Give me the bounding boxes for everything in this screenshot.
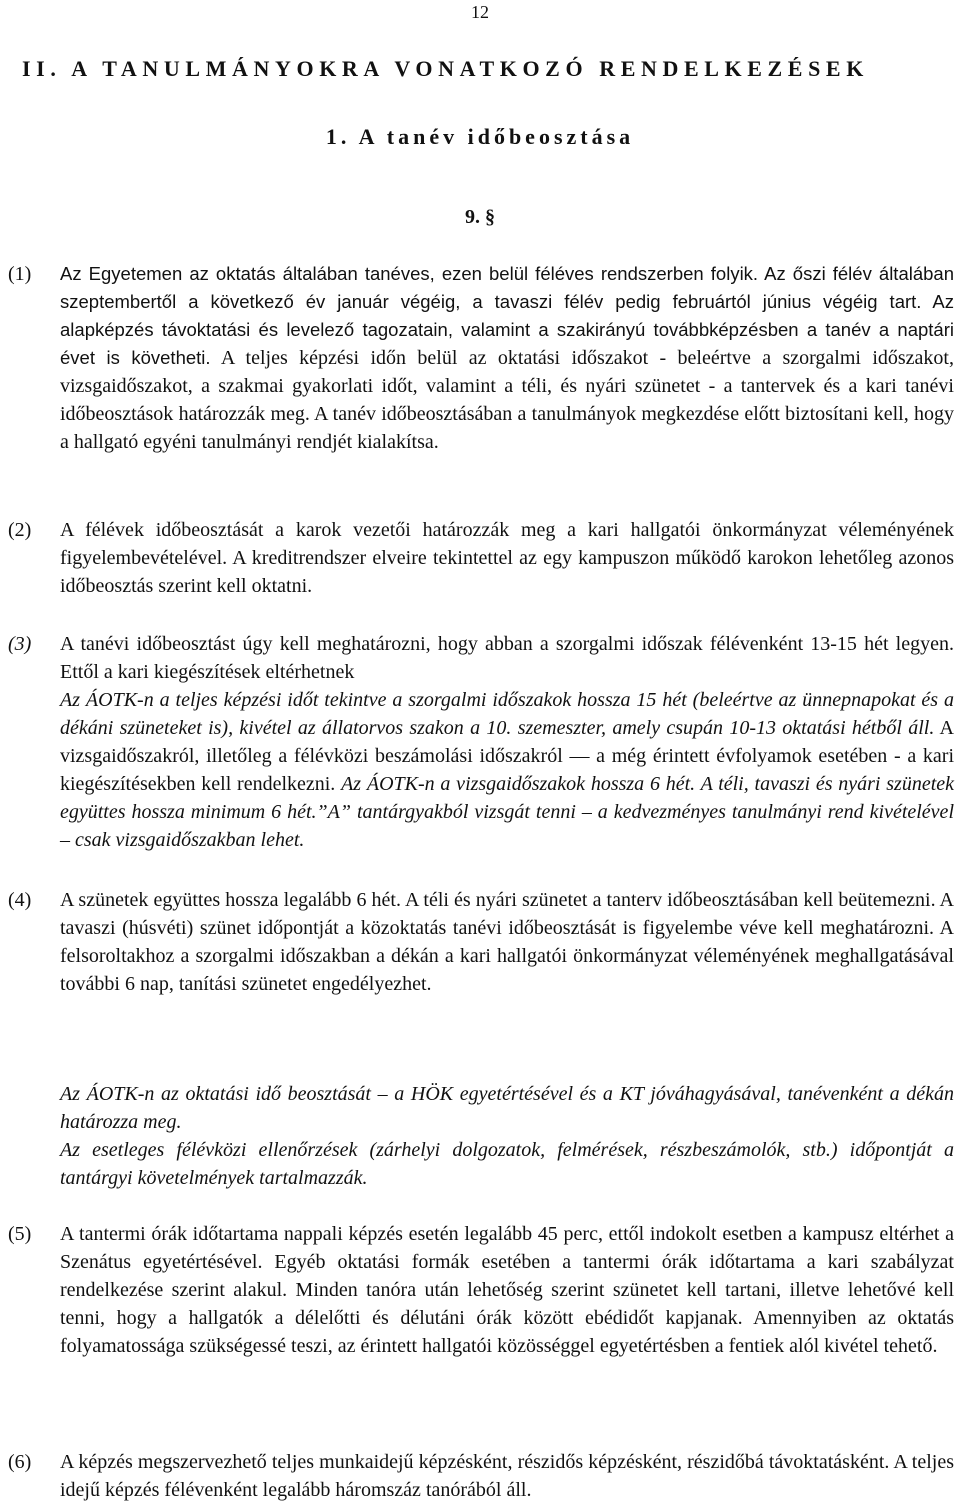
- faculty-note-2: Az esetleges félévközi ellenőrzések (zárhelyi dolgozatok, felmérések, részbeszámolók, stb.) időpontját a tantárgyi követelmények tartalmazzák.: [60, 1139, 954, 1189]
- paragraph-number: (1): [8, 263, 32, 285]
- paragraph-text: Ettől a kari kiegészítések eltérhetnek: [60, 661, 355, 683]
- article-title: 9. §: [465, 206, 495, 228]
- paragraph-text: Az Egyetemen az oktatás általában tanéves, ezen belül féléves rendszerben folyik. Az őszi félév általában szeptembertől a következő év január végéig, a tavaszi félév pedig februártól június végéig tart. Az alapképzés távoktatási és levelező tagozatain, valamint a szakirányú továbbképzésben a tanév a naptári évet is követheti.: [60, 263, 954, 368]
- paragraph-1: [8, 260, 954, 456]
- paragraph-number: (3): [8, 633, 32, 655]
- faculty-note-1: Az ÁOTK-n az oktatási idő beosztását – a HÖK egyetértésével és a KT jóváhagyásával, tanévenként a dékán határozza meg.: [60, 1083, 954, 1133]
- paragraph-number: (2): [8, 519, 32, 541]
- paragraph-3: [8, 630, 954, 854]
- page-number: 12: [471, 2, 489, 22]
- part-title: II. A TANULMÁNYOKRA VONATKOZÓ RENDELKEZÉSEK: [22, 56, 869, 81]
- paragraph-number: (4): [8, 889, 32, 911]
- section-title: 1. A tanév időbeosztása: [325, 124, 635, 149]
- paragraph-text: A vizsgaidőszakról, illetőleg a félévközi beszámolási időszakról — a még érintett évfolyamok esetében - a kari kiegészítésekben kell rendelkezni.: [60, 717, 954, 795]
- paragraph-2: [8, 516, 954, 600]
- paragraph-text: A kreditrendszer elveire tekintettel az egy kampuszon működő karokon lehetőleg azonos időbeosztás szerint kell oktatni.: [60, 547, 954, 597]
- paragraph-6: [8, 1448, 954, 1504]
- paragraph-text: A tanévi időbeosztást úgy kell meghatározni, hogy abban a szorgalmi időszak félévenként 13-15 hét legyen.: [60, 633, 954, 655]
- paragraph-number: (6): [8, 1451, 32, 1473]
- paragraph-text: A tantermi órák időtartama nappali képzés esetén legalább 45 perc, ettől indokolt esetben a kampusz eltérhet a Szenátus egyetértésével. Egyéb oktatási formák esetében a tantermi órák időtartama a kari szabályzat rendelkezése szerint alakul. Minden tanóra után lehetőség szerint szünetet kell tartani, illetve lehetővé kell tenni, hogy a hallgatók a délelőtti és délutáni órák között ebédidőt kapjanak. Amennyiben az oktatás folyamatossága szükségessé teszi, az érintett hallgatói közösséggel egyetértésben a fentiek alól kivétel tehető.: [60, 1223, 954, 1357]
- paragraph-text: A félévek időbeosztását a karok vezetői határozzák meg a kari hallgatói önkormányzat véleményének figyelembevételével.: [60, 519, 954, 569]
- paragraph-number: (5): [8, 1223, 32, 1245]
- paragraph-text: A képzés megszervezhető teljes munkaidejű képzésként, részidős képzésként, részidőbá távoktatásként. A teljes idejű képzés félévenként legalább háromszáz tanórából áll.: [60, 1451, 954, 1501]
- paragraph-text: A teljes képzési időn belül az oktatási időszakot - beleértve a szorgalmi időszakot, vizsgaidőszakot, a szakmai gyakorlati időt, valamint a téli, és nyári szünetet - a tantervek és a kari tanévi időbeosztások határozzák meg. A tanév időbeosztásában a tanulmányok megkezdése előtt biztosítani kell, hogy a hallgató egyéni tanulmányi rendjét kialakítsa.: [60, 347, 954, 453]
- paragraph-5: [8, 1220, 954, 1360]
- paragraph-text-italic: Az ÁOTK-n a vizsgaidőszakok hossza 6 hét. A téli, tavaszi és nyári szünetek együttes hossza minimum 6 hét.”A” tantárgyakból vizsgát tenni – a kedvezményes tanulmányi rend kivételével – csak vizsgaidőszakban lehet.: [60, 773, 955, 851]
- paragraph-4: [8, 886, 954, 998]
- paragraph-text: A szünetek együttes hossza legalább 6 hét. A téli és nyári szünetet a tanterv időbeosztásában kell beütemezni. A tavaszi (húsvéti) szünet időpontját a közoktatás tanévi időbeosztását is figyelembe véve kell meghatározni. A felsoroltakhoz a szorgalmi időszakban a dékán a kari hallgatói önkormányzat véleményének meghallgatásával további 6 nap, tanítási szünetet engedélyezhet.: [60, 889, 954, 995]
- paragraph-text-italic: Az ÁOTK-n a teljes képzési időt tekintve a szorgalmi időszakok hossza 15 hét (beleértve az ünnepnapokat és a dékáni szüneteket is), kivétel az állatorvos szakon a 10. szemeszter, amely csupán 10-13 oktatási hétből áll.: [60, 689, 954, 739]
